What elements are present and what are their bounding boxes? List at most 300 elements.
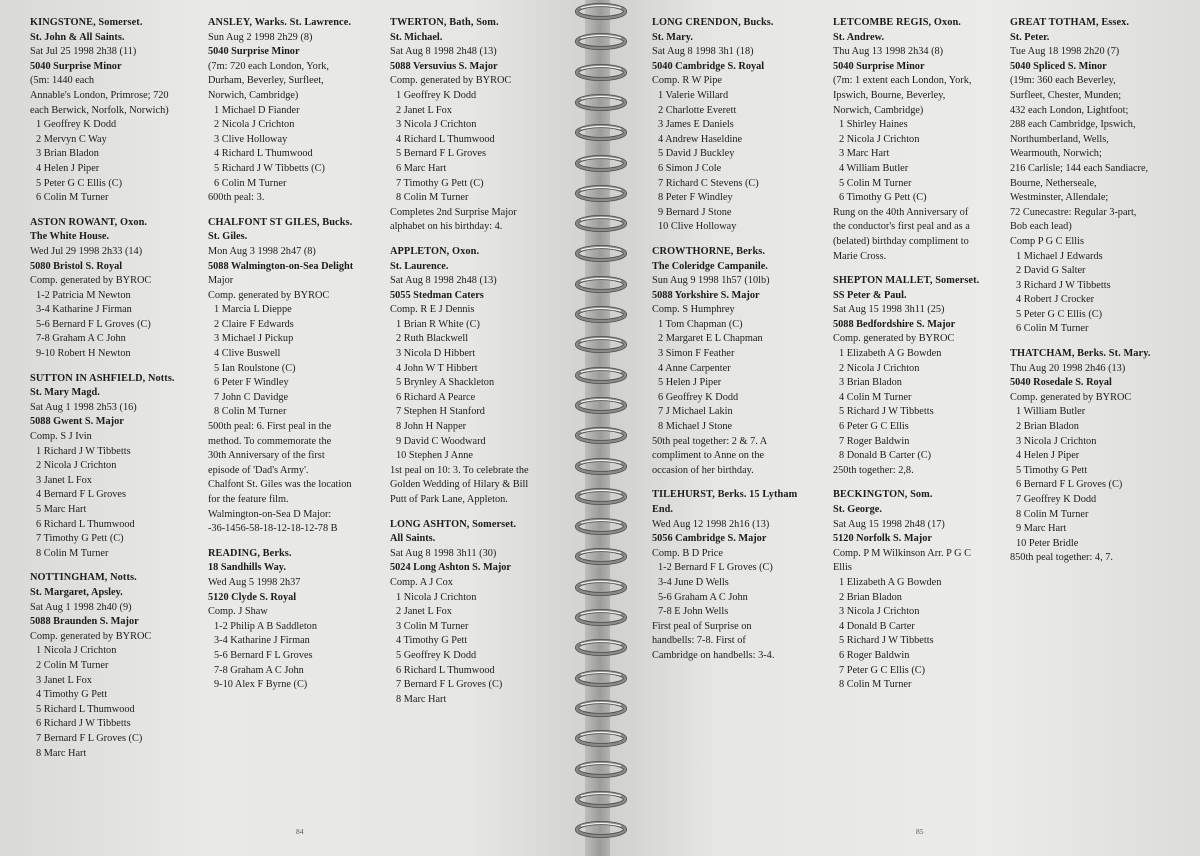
right-column-2 [833, 16, 1013, 703]
ringer: 1 Michael J Edwards [1016, 250, 1103, 262]
left-column-3 [390, 16, 570, 717]
binding-ring [573, 760, 629, 779]
peal-method: 5088 Bedfordshire S. Major [833, 318, 956, 330]
ringer: 4 John W T Hibbert [396, 362, 478, 374]
peal-place: ASTON ROWANT, Oxon. [30, 216, 148, 228]
peal-entry [1010, 347, 1190, 566]
peal-detail: The Coleridge Campanile. [652, 260, 768, 272]
peal-note: the conductor's first peal and as a [833, 221, 970, 233]
peal-detail: each Berwick, Norfolk, Norwich) [30, 104, 169, 116]
peal-detail: Ipswich, Bourne, Beverley, [833, 89, 946, 101]
peal-detail: Thu Aug 13 1998 2h34 (8) [833, 46, 944, 58]
peal-detail: Sat Aug 8 1998 3h1 (18) [652, 46, 754, 58]
peal-method: 5040 Surprise Minor [833, 60, 925, 72]
ringer: 2 Nicola J Crichton [36, 460, 117, 472]
peal-place: ANSLEY, Warks. St. Lawrence. [208, 17, 352, 28]
ringer: 6 Marc Hart [396, 162, 447, 174]
ringer: 3 Nicola J Crichton [1016, 435, 1097, 447]
ringer: 5-6 Graham A C John [658, 591, 748, 603]
peal-place: CHALFONT ST GILES, Bucks. [208, 216, 353, 228]
peal-detail: Annable's London, Primrose; 720 [30, 89, 169, 101]
ringer: 5-6 Bernard F L Groves [214, 649, 313, 661]
ringer: 2 Nicola J Crichton [214, 119, 295, 131]
peal-detail: 432 each London, Lightfoot; [1010, 104, 1129, 116]
peal-detail: 288 each Cambridge, Ipswich, [1010, 119, 1136, 131]
ringer: 2 Janet L Fox [396, 104, 452, 116]
peal-detail: Sat Aug 8 1998 3h11 (30) [390, 547, 497, 559]
peal-note: occasion of her birthday. [652, 464, 754, 476]
peal-entry [833, 16, 1013, 264]
peal-method: 5080 Bristol S. Royal [30, 260, 123, 272]
ringer: 3 Janet L Fox [36, 474, 92, 486]
peal-detail: St. Mary Magd. [30, 387, 100, 399]
peal-note: 250th together: 2,8. [833, 464, 914, 476]
peal-note: Walmington-on-Sea D Major: [208, 508, 332, 520]
peal-detail: Westminster, Allendale; [1010, 192, 1109, 204]
peal-detail: St. Laurence. [390, 260, 449, 272]
ringer: 5 David J Buckley [658, 148, 735, 160]
ringer: 6 Richard J W Tibbetts [36, 718, 131, 730]
ringer: 1 Tom Chapman (C) [658, 318, 743, 330]
ringer: 2 Ruth Blackwell [396, 333, 469, 345]
ringer: 7 Timothy G Pett (C) [36, 533, 124, 545]
peal-detail: Durham, Beverley, Surfleet, [208, 75, 324, 87]
ringer: 3 Nicola D Hibbert [396, 348, 476, 360]
ringer: 7 Stephen H Stanford [396, 406, 485, 418]
peal-method: 5088 Gwent S. Major [30, 416, 124, 428]
peal-detail: St. George. [833, 504, 882, 515]
peal-note: Rung on the 40th Anniversary of [833, 206, 969, 218]
ringer: 2 Nicola J Crichton [839, 362, 920, 374]
ringer: 3-4 Katharine J Firman [36, 304, 132, 316]
ringer: 4 Richard L Thumwood [396, 133, 495, 145]
ringer: 3 Nicola J Crichton [396, 119, 477, 131]
binding-ring [573, 335, 629, 354]
ringer: 7 Bernard F L Groves (C) [36, 732, 143, 744]
ringer: 7-8 Graham A C John [214, 664, 304, 676]
peal-entry [208, 216, 388, 537]
peal-note: method. To commemorate the [208, 435, 332, 447]
ringer: 1 Elizabeth A G Bowden [839, 348, 942, 360]
peal-entry [30, 16, 210, 206]
peal-method: 5040 Cambridge S. Royal [652, 60, 765, 72]
ringer: 5-6 Bernard F L Groves (C) [36, 318, 151, 330]
peal-method: 5055 Stedman Caters [390, 289, 484, 301]
ringer: 1 Elizabeth A G Bowden [839, 576, 942, 588]
ringer: 1 Michael D Fiander [214, 104, 300, 116]
peal-detail: Sat Aug 8 1998 2h48 (13) [390, 46, 497, 58]
peal-note: First peal of Surprise on [652, 620, 752, 632]
ringer: 8 John H Napper [396, 421, 467, 433]
binding-ring [573, 93, 629, 112]
ringer: 2 Claire F Edwards [214, 318, 294, 330]
binding-ring [573, 275, 629, 294]
peal-place: BECKINGTON, Som. [833, 489, 933, 501]
ringer: 1 Valerie Willard [658, 89, 729, 101]
peal-detail: Sat Aug 15 1998 3h11 (25) [833, 304, 945, 316]
ringer: 7 Peter G C Ellis (C) [839, 664, 926, 676]
peal-entry [208, 16, 388, 206]
binding-ring [573, 790, 629, 809]
ringer: 4 Helen J Piper [36, 162, 100, 174]
ringer: 6 Richard L Thumwood [36, 518, 135, 530]
ringer: 4 Andrew Haseldine [658, 133, 743, 145]
peal-place: LONG CRENDON, Bucks. [652, 17, 774, 28]
peal-entry [30, 571, 210, 761]
ringer: 1 Geoffrey K Dodd [36, 119, 117, 131]
peal-note: handbells: 7-8. First of [652, 635, 746, 647]
peal-detail: Bob each lead) [1010, 221, 1072, 233]
peal-note: Cambridge on handbells: 3-4. [652, 649, 775, 661]
ringer: 7 J Michael Lakin [658, 406, 733, 418]
peal-detail: Sat Aug 15 1998 2h48 (17) [833, 518, 945, 530]
peal-detail: 216 Carlisle; 144 each Sandiacre, [1010, 162, 1149, 174]
peal-detail: St. Mary. [652, 31, 693, 43]
ringer: 2 Charlotte Everett [658, 104, 737, 116]
peal-entry [390, 518, 570, 708]
peal-method: 5056 Cambridge S. Major [652, 533, 767, 545]
peal-place: LETCOMBE REGIS, Oxon. [833, 17, 961, 28]
peal-place: GREAT TOTHAM, Essex. [1010, 17, 1130, 28]
ringer: 7 Bernard F L Groves (C) [396, 679, 503, 691]
peal-note: Chalfont St. Giles was the location [208, 479, 352, 491]
ringer: 6 Richard L Thumwood [396, 664, 495, 676]
peal-note: 850th peal together: 4, 7. [1010, 552, 1113, 564]
peal-detail: St. Giles. [208, 231, 248, 243]
peal-detail: Surfleet, Chester, Munden; [1010, 89, 1122, 101]
ringer: 3 Marc Hart [839, 148, 890, 160]
peal-entry [30, 216, 210, 362]
ringer: 6 Roger Baldwin [839, 649, 910, 661]
right-page [610, 0, 1200, 856]
peal-note: Completes 2nd Surprise Major [390, 206, 517, 218]
ringer: 8 Donald B Carter (C) [839, 450, 932, 462]
peal-entry [833, 274, 1013, 478]
peal-detail: Comp. generated by BYROC [30, 630, 152, 642]
ringer: 9-10 Alex F Byrne (C) [214, 679, 308, 691]
ringer: 6 Colin M Turner [36, 192, 109, 204]
ringer: 1 Richard J W Tibbetts [36, 445, 131, 457]
peal-detail: Norwich, Cambridge) [833, 104, 924, 116]
peal-detail: Comp. P M Wilkinson Arr. P G C [833, 547, 971, 559]
peal-note: alphabet on his birthday: 4. [390, 221, 503, 233]
peal-detail: St. Peter. [1010, 31, 1050, 43]
peal-detail: 18 Sandhills Way. [208, 562, 286, 574]
ringer: 6 Peter G C Ellis [839, 421, 909, 433]
peal-detail: Comp. generated by BYROC [30, 275, 152, 287]
ringer: 8 Colin M Turner [396, 192, 469, 204]
peal-entry [208, 547, 388, 693]
peal-entry [833, 488, 1013, 692]
right-column-1 [652, 16, 832, 674]
peal-detail: (7m: 1 extent each London, York, [833, 75, 972, 87]
peal-detail: The White House. [30, 231, 110, 243]
peal-entry [390, 16, 570, 235]
peal-detail: Sun Aug 2 1998 2h29 (8) [208, 31, 313, 43]
ringer: 3 Clive Holloway [214, 133, 288, 145]
ringer: 5 Marc Hart [36, 504, 87, 515]
ringer: 1 Shirley Haines [839, 119, 908, 131]
peal-detail: Wed Jul 29 1998 2h33 (14) [30, 245, 143, 257]
ringer: 6 Bernard F L Groves (C) [1016, 479, 1123, 491]
peal-detail: Sat Aug 1 1998 2h53 (16) [30, 401, 137, 413]
binding-ring [573, 547, 629, 566]
peal-place: NOTTINGHAM, Notts. [30, 572, 137, 584]
peal-detail: St. Margaret, Apsley. [30, 586, 123, 598]
ringer: 3-4 June D Wells [658, 576, 729, 588]
peal-detail: Comp. generated by BYROC [833, 333, 955, 345]
ringer: 5 Brynley A Shackleton [396, 377, 495, 389]
binding-ring [573, 638, 629, 657]
peal-detail: End. [652, 504, 673, 515]
peal-detail: Wed Aug 12 1998 2h16 (13) [652, 518, 770, 530]
binding-ring [573, 2, 629, 21]
ringer: 1 Geoffrey K Dodd [396, 89, 477, 101]
ringer: 9 David C Woodward [396, 435, 486, 447]
binding-ring [573, 517, 629, 536]
peal-note: Putt of Park Lane, Appleton. [390, 494, 508, 505]
ringer: 5 Timothy G Pett [1016, 464, 1088, 476]
ringer: 8 Michael J Stone [658, 421, 733, 433]
peal-method: 5040 Surprise Minor [30, 60, 122, 72]
ringer: 6 Colin M Turner [1016, 323, 1089, 335]
ringer: 7-8 E John Wells [658, 606, 729, 618]
peal-method: 5120 Norfolk S. Major [833, 533, 932, 545]
ringer: 2 Nicola J Crichton [839, 133, 920, 145]
ringer: 7 Geoffrey K Dodd [1016, 494, 1097, 505]
peal-note: 50th peal together: 2 & 7. A [652, 435, 768, 447]
peal-detail: Sat Aug 8 1998 2h48 (13) [390, 275, 497, 287]
peal-place: KINGSTONE, Somerset. [30, 17, 143, 28]
peal-place: CROWTHORNE, Berks. [652, 245, 766, 257]
ringer: 4 Donald B Carter [839, 620, 915, 632]
peal-note: (belated) birthday compliment to [833, 235, 969, 247]
binding-ring [573, 396, 629, 415]
ringer: 7 John C Davidge [214, 391, 289, 403]
ringer: 2 Janet L Fox [396, 606, 452, 618]
ringer: 5 Richard J W Tibbetts (C) [214, 162, 325, 174]
ringer: 8 Colin M Turner [839, 679, 912, 691]
peal-method: 5088 Versuvius S. Major [390, 60, 498, 72]
peal-detail: Comp. J Shaw [208, 606, 268, 618]
peal-detail: Tue Aug 18 1998 2h20 (7) [1010, 46, 1120, 58]
ringer: 4 Timothy G Pett [396, 635, 468, 647]
ringer: 4 Richard L Thumwood [214, 148, 313, 160]
ringer: 8 Colin M Turner [36, 547, 109, 559]
peal-note: 600th peal: 3. [208, 192, 265, 204]
peal-place: SUTTON IN ASHFIELD, Notts. [30, 372, 175, 384]
peal-detail: Comp. generated by BYROC [390, 75, 512, 87]
peal-detail: Thu Aug 20 1998 2h46 (13) [1010, 362, 1126, 374]
ringer: 10 Stephen J Anne [396, 450, 473, 462]
ringer: 4 Bernard F L Groves [36, 489, 126, 501]
page-number-right: 85 [916, 827, 924, 836]
peal-entry [652, 245, 832, 479]
peal-detail: Comp. generated by BYROC [208, 289, 330, 301]
ringer: 1 Brian R White (C) [396, 318, 480, 330]
binding-ring [573, 366, 629, 385]
peal-note: episode of 'Dad's Army'. [208, 464, 309, 476]
ringer: 9 Marc Hart [1016, 523, 1067, 535]
ringer: 6 Richard A Pearce [396, 391, 476, 403]
ringer: 3 Michael J Pickup [214, 333, 294, 345]
peal-detail: Sun Aug 9 1998 1h57 (10lb) [652, 275, 770, 287]
peal-note: for the feature film. [208, 494, 289, 505]
ringer: 6 Timothy G Pett (C) [839, 192, 927, 204]
peal-detail: Comp P G C Ellis [1010, 235, 1084, 247]
peal-place: SHEPTON MALLET, Somerset. [833, 275, 980, 287]
ringer: 3 Simon F Feather [658, 348, 735, 360]
ringer: 4 Timothy G Pett [36, 689, 108, 701]
ringer: 3 Brian Bladon [839, 377, 902, 389]
ringer: 3 Janet L Fox [36, 674, 92, 686]
ringer: 1 Marcia L Dieppe [214, 304, 292, 316]
binding-ring [573, 154, 629, 173]
ringer: 3 Richard J W Tibbetts [1016, 279, 1111, 291]
peal-entry [652, 16, 832, 235]
peal-entry [652, 488, 832, 663]
ringer: 5 Richard L Thumwood [36, 703, 135, 715]
ringer: 3 James E Daniels [658, 119, 734, 131]
peal-detail: Major [208, 275, 234, 287]
peal-detail: Comp. generated by BYROC [1010, 391, 1132, 403]
ringer: 5 Richard J W Tibbetts [839, 406, 934, 418]
left-column-1 [30, 16, 210, 771]
peal-detail: Ellis [833, 562, 852, 574]
binding-ring [573, 457, 629, 476]
left-column-2 [208, 16, 388, 703]
peal-detail: Norwich, Cambridge) [208, 89, 299, 101]
peal-note: 500th peal: 6. First peal in the [208, 421, 332, 433]
peal-detail: Wed Aug 5 1998 2h37 [208, 576, 301, 588]
ringer: 3 Brian Bladon [36, 148, 99, 160]
peal-detail: All Saints. [390, 533, 436, 545]
ringer: 4 Anne Carpenter [658, 362, 731, 374]
binding-ring [573, 608, 629, 627]
ringer: 7 Timothy G Pett (C) [396, 177, 484, 189]
left-page [0, 0, 590, 856]
ringer: 6 Peter F Windley [214, 377, 289, 389]
ringer: 2 Mervyn C Way [36, 133, 107, 145]
peal-detail: St. Andrew. [833, 31, 885, 43]
ringer: 5 Geoffrey K Dodd [396, 649, 477, 661]
binding-ring [573, 426, 629, 445]
peal-method: 5024 Long Ashton S. Major [390, 562, 512, 574]
peal-detail: (7m: 720 each London, York, [208, 60, 329, 72]
binding-ring [573, 305, 629, 324]
peal-detail: Mon Aug 3 1998 2h47 (8) [208, 245, 316, 257]
ringer: 8 Peter F Windley [658, 192, 733, 204]
ringer: 6 Simon J Cole [658, 162, 722, 174]
ringer: 10 Peter Bridle [1016, 537, 1079, 549]
binding-ring [573, 578, 629, 597]
ringer: 2 Margaret E L Chapman [658, 333, 763, 345]
ringer: 2 David G Salter [1016, 265, 1086, 277]
ringer: 1 William Butler [1016, 406, 1086, 418]
ringer: 8 Marc Hart [396, 693, 447, 705]
peal-note: compliment to Anne on the [652, 450, 765, 462]
ringer: 4 Helen J Piper [1016, 450, 1080, 462]
peal-detail: Wearmouth, Norwich; [1010, 148, 1102, 160]
ringer: 4 Colin M Turner [839, 391, 912, 403]
ringer: 5 Peter G C Ellis (C) [1016, 308, 1103, 320]
ringer: 8 Colin M Turner [214, 406, 287, 418]
peal-note: Golden Wedding of Hilary & Bill [390, 479, 529, 491]
binding-ring [573, 214, 629, 233]
peal-place: TILEHURST, Berks. 15 Lytham [652, 489, 798, 501]
binding-ring [573, 669, 629, 688]
ringer: 10 Clive Holloway [658, 221, 737, 233]
ringer: 9 Bernard J Stone [658, 206, 732, 218]
ringer: 8 Colin M Turner [1016, 508, 1089, 520]
peal-place: TWERTON, Bath, Som. [390, 17, 499, 28]
ringer: 2 Colin M Turner [36, 659, 109, 671]
peal-detail: Northumberland, Wells, [1010, 133, 1109, 145]
ringer: 3 Colin M Turner [396, 620, 469, 632]
ringer: 6 Geoffrey K Dodd [658, 391, 739, 403]
binding-ring [573, 63, 629, 82]
peal-method: 5088 Yorkshire S. Major [652, 289, 760, 301]
binding-ring [573, 699, 629, 718]
ringer: 7-8 Graham A C John [36, 333, 126, 345]
ringer: 5 Peter G C Ellis (C) [36, 177, 123, 189]
peal-entry [30, 372, 210, 562]
binding-ring [573, 729, 629, 748]
ringer: 2 Brian Bladon [1016, 421, 1079, 433]
peal-method: 5040 Surprise Minor [208, 46, 300, 58]
ringer: 7 Roger Baldwin [839, 435, 910, 447]
peal-detail: (19m: 360 each Beverley, [1010, 75, 1116, 87]
ringer: 1 Nicola J Crichton [36, 645, 117, 657]
binding-ring [573, 244, 629, 263]
ringer: 2 Brian Bladon [839, 591, 902, 603]
peal-detail: St. John & All Saints. [30, 31, 125, 43]
ringer: 4 William Butler [839, 162, 909, 174]
binding-ring [573, 184, 629, 203]
peal-detail: Sat Aug 1 1998 2h40 (9) [30, 601, 132, 613]
peal-detail: Comp. R W Pipe [652, 75, 722, 87]
peal-note: Marie Cross. [833, 250, 887, 262]
ringer: 5 Helen J Piper [658, 377, 722, 389]
peal-place: THATCHAM, Berks. St. Mary. [1010, 348, 1151, 360]
binding-ring [573, 123, 629, 142]
ringer: 9-10 Robert H Newton [36, 348, 131, 360]
peal-detail: Comp. A J Cox [390, 576, 453, 588]
peal-detail: Comp. S J Ivin [30, 431, 92, 443]
ringer: 3-4 Katharine J Firman [214, 635, 310, 647]
right-column-3 [1010, 16, 1190, 576]
peal-note: 1st peal on 10: 3. To celebrate the [390, 464, 529, 476]
peal-place: READING, Berks. [208, 547, 292, 559]
page-number-left: 84 [296, 827, 304, 836]
peal-entry [390, 245, 570, 508]
peal-method: 5120 Clyde S. Royal [208, 591, 297, 603]
binding-ring [573, 487, 629, 506]
peal-note: 30th Anniversary of the first [208, 450, 325, 462]
ringer: 3 Nicola J Crichton [839, 606, 920, 618]
peal-detail: SS Peter & Paul. [833, 289, 907, 301]
ringer: 8 Marc Hart [36, 747, 87, 759]
peal-method: 5088 Walmington-on-Sea Delight [208, 260, 354, 272]
ringer: 5 Bernard F L Groves [396, 148, 486, 160]
binding-ring [573, 32, 629, 51]
ringer: 7 Richard C Stevens (C) [658, 177, 759, 189]
peal-method: 5040 Spliced S. Minor [1010, 60, 1107, 72]
binding-ring [573, 820, 629, 839]
peal-place: APPLETON, Oxon. [390, 245, 480, 257]
ringer: 1-2 Patricia M Newton [36, 289, 131, 301]
ringer: 5 Colin M Turner [839, 177, 912, 189]
